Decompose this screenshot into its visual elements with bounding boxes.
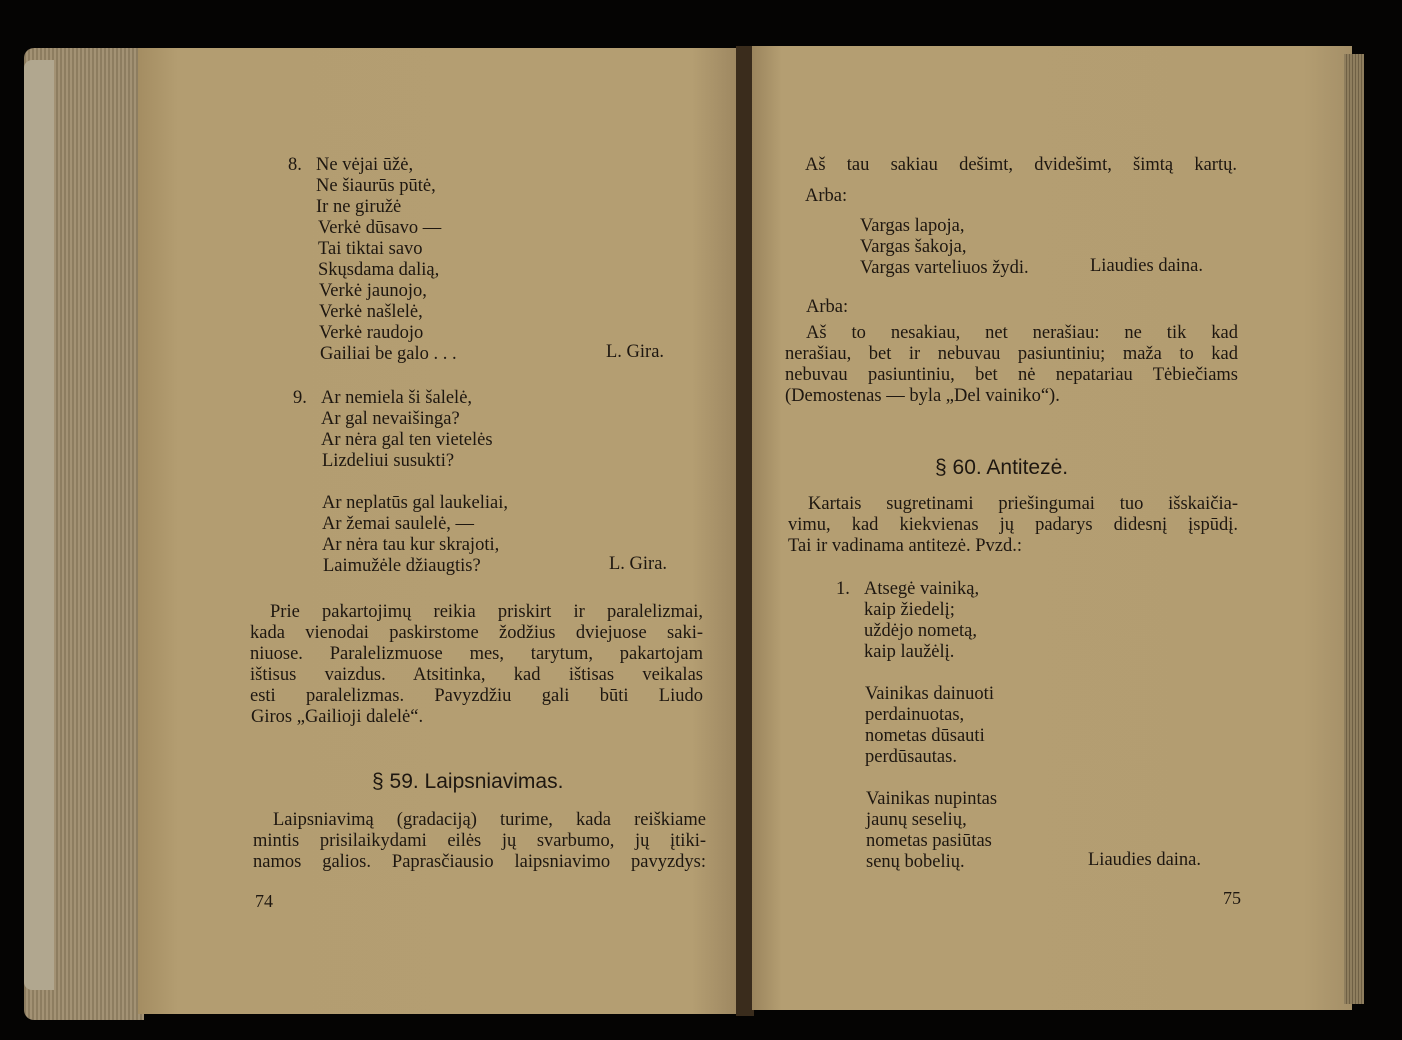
poem-line: Atsegė vainiką, [864, 579, 980, 599]
poem-line: jaunų seselių, [866, 810, 967, 830]
section-heading: § 60. Antitezė. [935, 456, 1069, 479]
paragraph-line: namos galios. Paprasčiausio laipsniavimo pavyzdys: [253, 852, 706, 872]
paragraph-line: vimu, kad kiekvienas jų padarys didesnį įspūdį. [788, 515, 1238, 535]
paragraph-line: Laipsniavimą (gradaciją) turime, kada reiškiame [273, 810, 706, 830]
poem-line: Ar žemai saulelė, — [322, 514, 475, 534]
paragraph-line: kada vienodai paskirstome žodžius dviejuose saki- [250, 623, 703, 643]
poem-line: Tai tiktai savo [318, 239, 423, 259]
poem-line: nometas dūsauti [865, 726, 985, 746]
poem-line: Ar gal nevaišinga? [321, 409, 460, 429]
poem-number: 8. [288, 155, 302, 175]
section-heading: § 59. Laipsniavimas. [372, 770, 564, 793]
paragraph-line: Aš to nesakiau, net nerašiau: ne tik kad [806, 323, 1238, 343]
paragraph-line: niuose. Paralelizmuose mes, tarytum, pakartojam [250, 644, 703, 664]
paragraph-line: nerašiau, bet ir nebuvau pasiuntiniu; maža to kad [785, 344, 1238, 364]
poem-line: Ir ne giružė [316, 197, 402, 217]
poem-line: Ar nėra tau kur skrajoti, [322, 535, 500, 555]
poem-line: Verkė jaunojo, [319, 281, 427, 301]
poem-line: kaip laužėlį. [864, 642, 955, 662]
paragraph-line: esti paralelizmas. Pavyzdžiu gali būti Liudo [250, 686, 703, 706]
poem-line: Ar nemiela ši šalelė, [321, 388, 473, 408]
poem-number: 9. [293, 388, 307, 408]
page-number: 75 [1223, 888, 1241, 908]
poem-number: 1. [836, 579, 850, 599]
poem-line: Vargas varteliuos žydi. [860, 258, 1029, 278]
paragraph-line: mintis prisilaikydami eilės jų svarbumo, jų įtiki- [253, 831, 706, 851]
poem-line: Vargas šakoja, [860, 237, 967, 257]
poem-line: Ar nėra gal ten vietelės [321, 430, 493, 450]
paragraph-line: Tai ir vadinama antitezė. Pvzd.: [788, 536, 1022, 556]
paragraph-line: ištisus vaizdus. Atsitinka, kad ištisas veikalas [250, 665, 703, 685]
poem-line: kaip žiedelį; [864, 600, 955, 620]
poem-line: Lizdeliui susukti? [322, 451, 455, 471]
poem-line: uždėjo nometą, [864, 621, 978, 641]
cover-edge [24, 60, 54, 990]
right-page-stack [1344, 54, 1364, 1004]
text-line: Arba: [806, 297, 849, 317]
poem-line: Verkė dūsavo — [318, 218, 442, 238]
poem-line: perdainuotas, [865, 705, 965, 725]
attribution: L. Gira. [609, 554, 668, 574]
poem-line: Ne šiaurūs pūtė, [316, 176, 436, 196]
poem-line: Vainikas dainuoti [865, 684, 994, 704]
attribution: L. Gira. [606, 342, 665, 362]
poem-line: Verkė našlelė, [319, 302, 423, 322]
poem-line: Gailiai be galo . . . [320, 344, 457, 364]
paragraph-line: Prie pakartojimų reikia priskirt ir paralelizmai, [270, 602, 703, 622]
paragraph-line: Giros „Gailioji dalelė“. [251, 707, 424, 727]
attribution: Liaudies daina. [1090, 256, 1204, 276]
paragraph-line: Kartais sugretinami priešingumai tuo išskaičia- [808, 494, 1238, 514]
text-line: Arba: [805, 186, 848, 206]
poem-line: senų bobelių. [866, 852, 965, 872]
poem-line: Verkė raudojo [319, 323, 424, 343]
poem-line: Ne vėjai ūžė, [316, 155, 414, 175]
paragraph-line: nebuvau pasiuntiniu, bet nė nepatariau Tėbiečiams [785, 365, 1238, 385]
poem-line: perdūsautas. [865, 747, 957, 767]
page-number: 74 [255, 891, 273, 911]
attribution: Liaudies daina. [1088, 850, 1202, 870]
poem-line: Laimužėle džiaugtis? [323, 556, 481, 576]
poem-line: Ar neplatūs gal laukeliai, [322, 493, 508, 513]
poem-line: Vargas lapoja, [860, 216, 965, 236]
poem-line: Vainikas nupintas [866, 789, 998, 809]
text-line: Aš tau sakiau dešimt, dvidešimt, šimtą kartų. [805, 155, 1237, 175]
poem-line: nometas pasiūtas [866, 831, 992, 851]
poem-line: Skųsdama dalią, [318, 260, 440, 280]
paragraph-line: (Demostenas — byla „Del vainiko“). [785, 386, 1060, 406]
